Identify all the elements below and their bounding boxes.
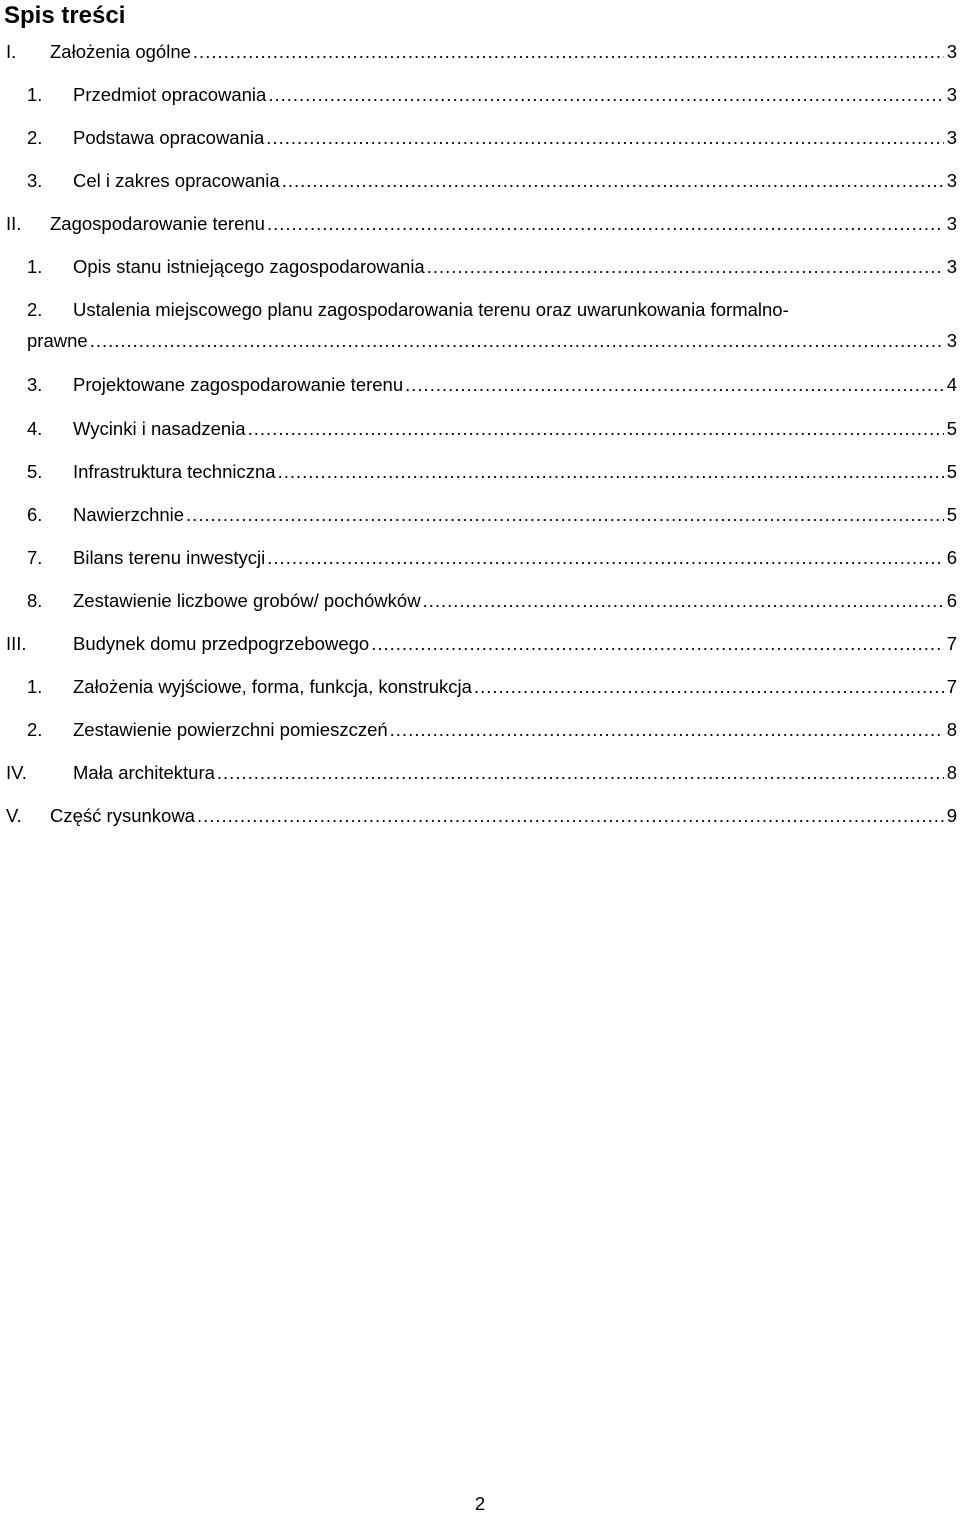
toc-entry-page: 7 xyxy=(946,633,957,654)
toc-entry-number: 8. xyxy=(27,590,43,611)
toc-entry-section[interactable] xyxy=(0,672,960,702)
toc-entry-page: 5 xyxy=(946,418,957,439)
toc-entry-page: 5 xyxy=(946,461,957,482)
toc-entry-number: 6. xyxy=(27,504,43,525)
toc-entry-page: 3 xyxy=(946,256,957,277)
toc-entry-title-line2: prawne xyxy=(27,330,88,351)
dot-leader xyxy=(427,252,944,282)
toc-entry-number: I. xyxy=(6,41,17,62)
toc-entry-number: 1. xyxy=(27,256,43,277)
toc-entry-number: V. xyxy=(6,805,22,826)
toc-entry-title: Zestawienie powierzchni pomieszczeń xyxy=(73,719,388,740)
dot-leader xyxy=(405,370,944,400)
toc-entry-number: 2. xyxy=(27,719,43,740)
toc-entry-section[interactable] xyxy=(0,295,960,369)
toc-entry-title: Bilans terenu inwestycji xyxy=(73,547,266,568)
toc-entry-title: Podstawa opracowania xyxy=(73,127,265,148)
toc-entry-number: 1. xyxy=(27,676,43,697)
dot-leader xyxy=(371,629,944,659)
toc-entry-section[interactable] xyxy=(0,414,960,444)
toc-entry-title: Zagospodarowanie terenu xyxy=(50,213,265,234)
dot-leader xyxy=(197,801,944,831)
toc-entry-number: 1. xyxy=(27,84,43,105)
dot-leader xyxy=(248,414,944,444)
dot-leader xyxy=(268,80,943,110)
dot-leader xyxy=(193,37,944,67)
toc-entry-page: 3 xyxy=(946,330,957,351)
dot-leader xyxy=(186,500,944,530)
toc-entry-title: Projektowane zagospodarowanie terenu xyxy=(73,374,404,395)
toc-entry-page: 3 xyxy=(946,170,957,191)
toc-entry-title: Założenia ogólne xyxy=(50,41,191,62)
toc-entry-number: IV. xyxy=(6,762,27,783)
toc-entry-section[interactable] xyxy=(0,543,960,573)
toc-entry-title: Założenia wyjściowe, forma, funkcja, konstrukcja xyxy=(73,676,472,697)
toc-entry-chapter-4[interactable] xyxy=(0,758,960,788)
toc-entry-title: Cel i zakres opracowania xyxy=(73,170,280,191)
toc-entry-number: 3. xyxy=(27,374,43,395)
toc-entry-page: 6 xyxy=(946,590,957,611)
toc-entry-page: 6 xyxy=(946,547,957,568)
toc-entry-page: 3 xyxy=(946,41,957,62)
toc-entry-chapter-2[interactable] xyxy=(0,209,960,239)
toc-entry-number: 5. xyxy=(27,461,43,482)
dot-leader xyxy=(423,586,944,616)
toc-entry-page: 9 xyxy=(946,805,957,826)
toc-entry-chapter-3[interactable] xyxy=(0,629,960,659)
dot-leader xyxy=(474,672,944,702)
dot-leader xyxy=(267,543,943,573)
toc-entry-page: 5 xyxy=(946,504,957,525)
toc-entry-page: 4 xyxy=(946,374,957,395)
toc-entry-number: 4. xyxy=(27,418,43,439)
toc-entry-page: 8 xyxy=(946,762,957,783)
toc-entry-section[interactable] xyxy=(0,715,960,745)
dot-leader xyxy=(282,166,944,196)
toc-entry-section[interactable] xyxy=(0,586,960,616)
dot-leader xyxy=(390,715,944,745)
dot-leader xyxy=(267,209,944,239)
toc-entry-page: 3 xyxy=(946,213,957,234)
toc-entry-title: Infrastruktura techniczna xyxy=(73,461,276,482)
page-number: 2 xyxy=(474,1493,486,1514)
toc-entry-number: 3. xyxy=(27,170,43,191)
toc-entry-page: 7 xyxy=(946,676,957,697)
toc-entry-section[interactable] xyxy=(0,457,960,487)
dot-leader xyxy=(217,758,944,788)
toc-entry-page: 3 xyxy=(946,84,957,105)
toc-entry-number: 2. xyxy=(27,299,43,320)
toc-entry-section[interactable] xyxy=(0,166,960,196)
toc-entry-title: Mała architektura xyxy=(73,762,215,783)
dot-leader xyxy=(266,123,943,153)
toc-entry-section[interactable] xyxy=(0,252,960,282)
toc-heading: Spis treści xyxy=(4,2,126,29)
toc-entry-page: 8 xyxy=(946,719,957,740)
toc-entry-title: Budynek domu przedpogrzebowego xyxy=(73,633,370,654)
toc-entry-title: Wycinki i nasadzenia xyxy=(73,418,246,439)
dot-leader xyxy=(90,326,944,356)
toc-entry-title-line1: Ustalenia miejscowego planu zagospodarowania terenu oraz uwarunkowania formalno- xyxy=(73,299,789,320)
toc-entry-page: 3 xyxy=(946,127,957,148)
toc-entry-title: Przedmiot opracowania xyxy=(73,84,267,105)
toc-entry-number: III. xyxy=(6,633,27,654)
toc-entry-chapter-1[interactable] xyxy=(0,37,960,67)
toc-entry-title: Zestawienie liczbowe grobów/ pochówków xyxy=(73,590,421,611)
toc-entry-number: 2. xyxy=(27,127,43,148)
toc-entry-section[interactable] xyxy=(0,80,960,110)
toc-entry-section[interactable] xyxy=(0,370,960,400)
dot-leader xyxy=(278,457,944,487)
toc-entry-title: Nawierzchnie xyxy=(73,504,185,525)
toc-entry-number: 7. xyxy=(27,547,43,568)
toc-entry-section[interactable] xyxy=(0,123,960,153)
toc-entry-title: Część rysunkowa xyxy=(50,805,195,826)
toc-entry-number: II. xyxy=(6,213,22,234)
toc-entry-chapter-5[interactable] xyxy=(0,801,960,831)
toc-entry-section[interactable] xyxy=(0,500,960,530)
toc-entry-title: Opis stanu istniejącego zagospodarowania xyxy=(73,256,425,277)
